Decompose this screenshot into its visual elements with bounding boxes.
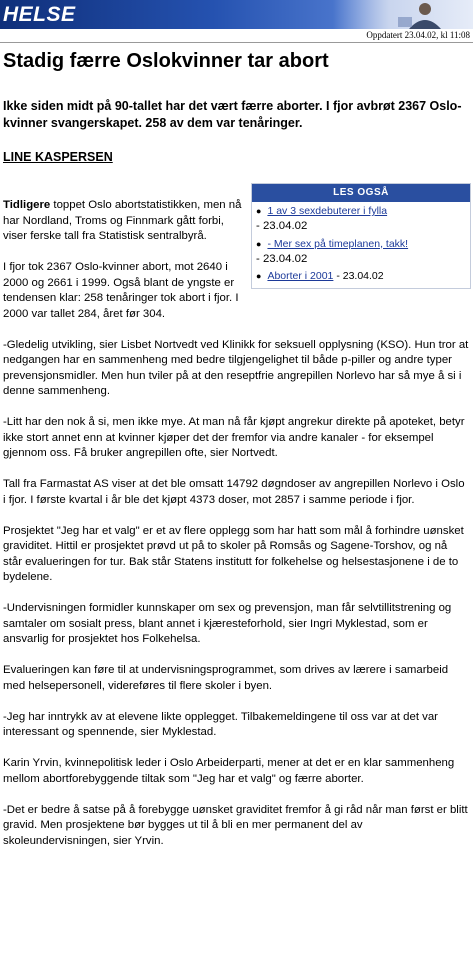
paragraph: -Jeg har inntrykk av at elevene likte opplegget. Tilbakemeldingene til oss var at det var interessant og spennende, sier Myklestad.	[3, 710, 438, 738]
article-lead: Ikke siden midt på 90-tallet har det vært færre aborter. I fjor avbrøt 2367 Oslo-kvinner svangerskapet. 258 av dem var tenåringer.	[3, 99, 462, 130]
paragraph: -Gledelig utvikling, sier Lisbet Nortvedt ved Klinikk for seksuell opplysning (KSO). Hun tror at nedgangen har en sammenheng med bedre tilgjengelighet til både p-piller og andre typer prevensjonsmidler. Men hun tviler på at den reseptfrie angrepillen Norlevo har så mye å si i denne sammenheng.	[3, 338, 469, 397]
bullet-icon: ●	[256, 271, 262, 281]
related-link[interactable]: 1 av 3 sexdebuterer i fylla	[267, 205, 388, 217]
article-headline: Stadig færre Oslokvinner tar abort	[3, 50, 329, 72]
article-body	[3, 187, 469, 849]
paragraph: Tall fra Farmastat AS viser at det ble omsatt 14792 døgndoser av angrepillen Norlevo i Oslo i fjor. I første kvartal i år ble det kjøpt 4373 doser, mot 2857 i samme periode i fjor.	[3, 478, 465, 506]
related-item	[252, 202, 470, 219]
paragraph: Prosjektet "Jeg har et valg" er et av flere opplegg som har hatt som mål å forhindre uønsket graviditet. Hittil er prosjektet prøvd ut på to skoler på Romsås og Sagene-Torshov, og nå står evalueringen for tur. Bak står Statens institutt for folkehelse og helsestasjonene i de to bydelene.	[3, 524, 464, 583]
related-date: - 23.04.02	[256, 220, 308, 232]
related-date: - 23.04.02	[256, 252, 308, 265]
banner-figure-image	[395, 1, 455, 29]
related-articles-heading: LES OGSÅ	[252, 184, 470, 202]
paragraph: I fjor tok 2367 Oslo-kvinner abort, mot 2640 i 2000 og 2661 i 1999. Også blant de yngste er tendensen klar: 258 tenåringer tok abort i fjor. I 2000 var tallet 284, året før 304.	[3, 261, 239, 320]
related-articles-box	[251, 183, 471, 289]
related-item	[252, 267, 470, 288]
related-link[interactable]: Aborter i 2001	[267, 270, 334, 282]
paragraph: Evalueringen kan føre til at undervisningsprogrammet, som drives av lærere i samarbeid med helsepersonell, videreføres til flere skoler i byen.	[3, 664, 449, 692]
related-item	[252, 235, 470, 252]
section-banner	[0, 0, 473, 29]
related-link[interactable]: - Mer sex på timeplanen, takk!	[267, 237, 409, 250]
paragraph: -Litt har den nok å si, men ikke mye. At man nå får kjøpt angrekur direkte på apoteket, betyr ikke stort annet enn at kvinner kjøper det der fremfor via andre kanaler - for eksempel gjennom oss. Få bruker angrepillen ofte, sier Nortvedt.	[3, 416, 465, 459]
author-byline[interactable]: LINE KASPERSEN	[3, 150, 113, 164]
divider	[0, 42, 473, 43]
paragraph: -Undervisningen formidler kunnskaper om sex og prevensjon, man får selvtillitstrening og samtaler om sosialt press, blant annet i kjæresteforhold, sier Ingri Myklestad, som er ansvarlig for prosjektet hos Folkehelsa.	[3, 602, 452, 645]
paragraph: Karin Yrvin, kvinnepolitisk leder i Oslo Arbeiderparti, mener at det er en klar sammenheng mellom abortforebyggende tiltak som "Jeg har et valg" og færre aborter.	[3, 757, 455, 785]
section-title: HELSE	[3, 3, 76, 26]
updated-timestamp: Oppdatert 23.04.02, kl 11:08	[366, 30, 470, 40]
paragraph-text: toppet Oslo abortstatistikken, men nå har Nordland, Troms og Finnmark gått forbi, viser ferske tall fra Statistisk sentralbyrå.	[3, 199, 242, 242]
bullet-icon: ●	[256, 238, 262, 249]
related-date: - 23.04.02	[336, 270, 384, 282]
bullet-icon: ●	[256, 206, 262, 216]
paragraph-intro: Tidligere	[3, 199, 51, 211]
paragraph: -Det er bedre å satse på å forebygge uønsket graviditet fremfor å gi råd når man først er blitt gravid. Men prosjektene bør bygges ut til å bli en mer permanent del av skoleundervisningen, sier Yrvin.	[3, 803, 468, 847]
